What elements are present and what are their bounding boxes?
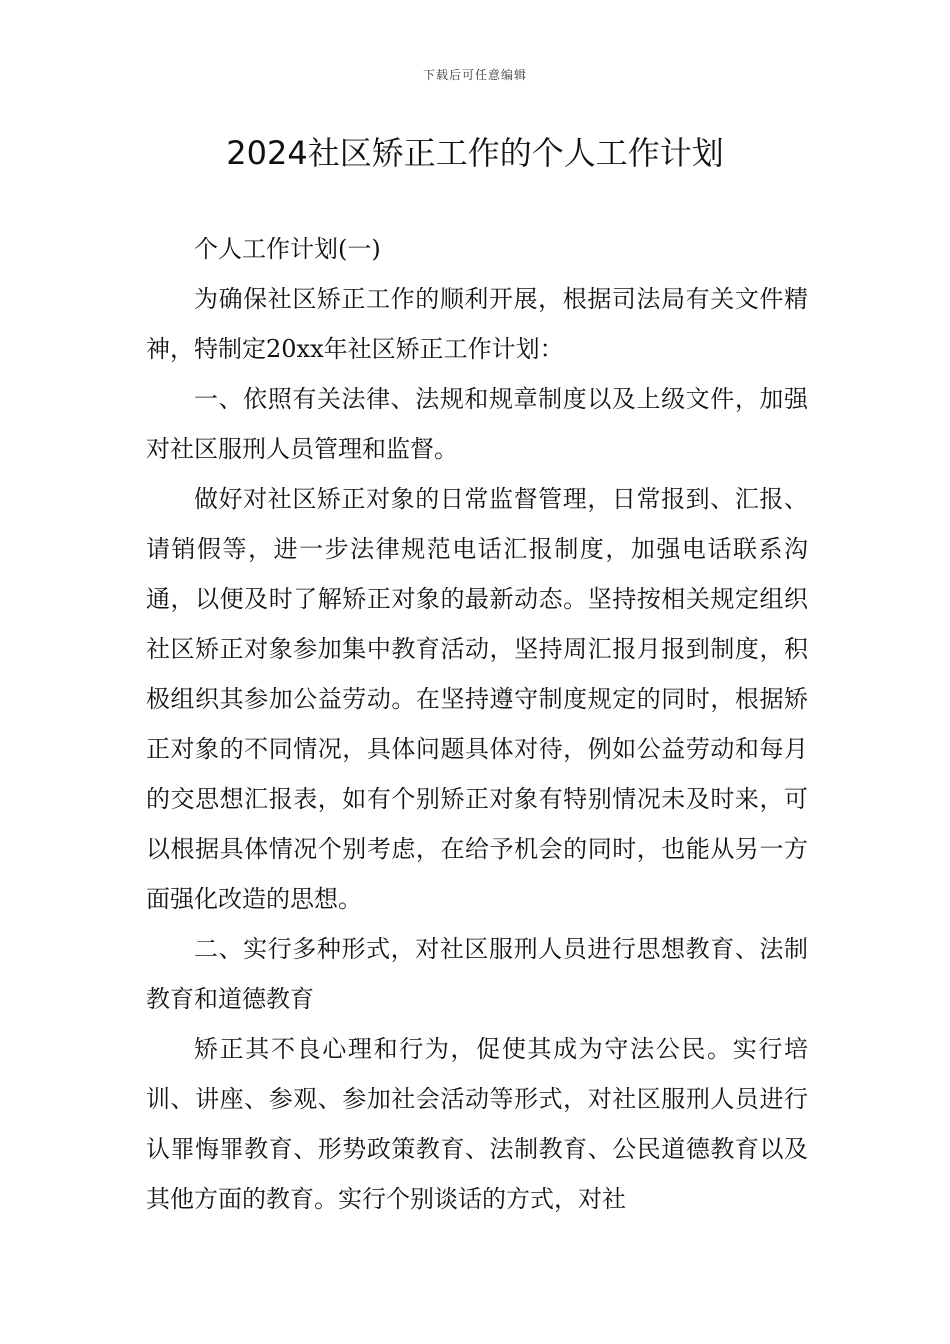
- paragraph-daily-supervision: 做好对社区矫正对象的日常监督管理，日常报到、汇报、请销假等，进一步法律规范电话汇报制度，加强电话联系沟通，以便及时了解矫正对象的最新动态。坚持按相关规定组织社区矫正对象参加集中教育活动，坚持周汇报月报到制度，积极组织其参加公益劳动。在坚持遵守制度规定的同时，根据矫正对象的不同情况，具体问题具体对待，例如公益劳动和每月的交思想汇报表，如有个别矫正对象有特别情况未及时来，可以根据具体情况个别考虑，在给予机会的同时，也能从另一方面强化改造的思想。: [146, 485, 808, 913]
- document-body: [146, 224, 808, 1224]
- header-note: 下载后可任意编辑: [422, 68, 527, 82]
- paragraph-section-two: 二、实行多种形式，对社区服刑人员进行思想教育、法制教育和道德教育: [146, 935, 808, 1013]
- paragraph-plan-heading: 个人工作计划(一): [194, 235, 381, 263]
- document-title: 2024社区矫正工作的个人工作计划: [226, 134, 724, 172]
- paragraph-section-one: 一、依照有关法律、法规和规章制度以及上级文件，加强对社区服刑人员管理和监督。: [146, 385, 808, 463]
- paragraph-correction-education: 矫正其不良心理和行为，促使其成为守法公民。实行培训、讲座、参观、参加社会活动等形式，对社区服刑人员进行认罪悔罪教育、形势政策教育、法制教育、公民道德教育以及其他方面的教育。实行个别谈话的方式，对社: [146, 1035, 808, 1213]
- paragraph-intro: 为确保社区矫正工作的顺利开展，根据司法局有关文件精神，特制定20xx年社区矫正工作计划：: [146, 285, 808, 363]
